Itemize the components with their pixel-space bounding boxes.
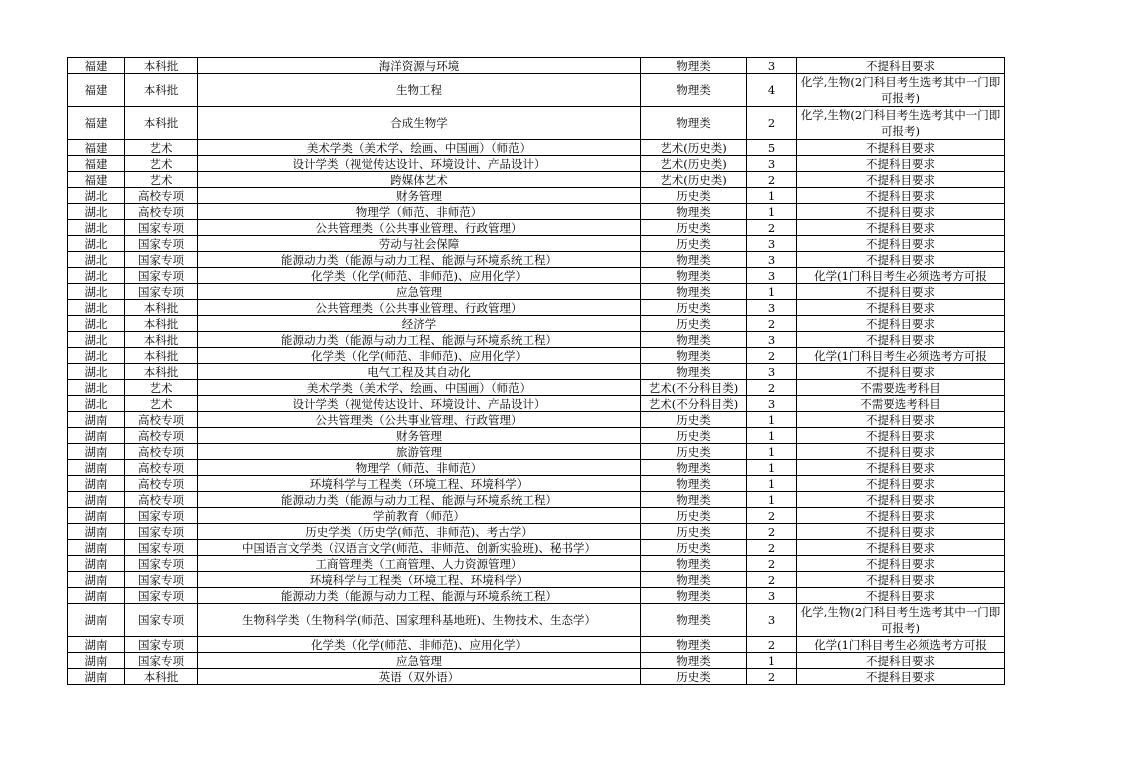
subject-category-cell: 物理类 — [641, 364, 747, 380]
table-row — [68, 524, 1005, 540]
subject-category-cell: 物理类 — [641, 107, 747, 140]
batch-cell: 国家专项 — [125, 284, 198, 300]
province-cell: 湖南 — [68, 588, 125, 604]
province-cell: 湖北 — [68, 204, 125, 220]
batch-cell: 国家专项 — [125, 588, 198, 604]
table-row — [68, 204, 1005, 220]
province-cell: 湖北 — [68, 300, 125, 316]
batch-cell: 本科批 — [125, 332, 198, 348]
quota-cell: 3 — [747, 332, 797, 348]
quota-cell: 2 — [747, 348, 797, 364]
quota-cell: 2 — [747, 637, 797, 653]
province-cell: 湖南 — [68, 556, 125, 572]
major-cell: 公共管理类（公共事业管理、行政管理） — [198, 300, 641, 316]
table-row — [68, 188, 1005, 204]
batch-cell: 高校专项 — [125, 412, 198, 428]
table-row — [68, 508, 1005, 524]
table-row — [68, 172, 1005, 188]
subject-category-cell: 艺术(历史类) — [641, 140, 747, 156]
province-cell: 湖北 — [68, 396, 125, 412]
province-cell: 福建 — [68, 58, 125, 74]
table-row — [68, 653, 1005, 669]
table-row — [68, 412, 1005, 428]
batch-cell: 本科批 — [125, 300, 198, 316]
province-cell: 湖南 — [68, 524, 125, 540]
table-row — [68, 348, 1005, 364]
major-cell: 劳动与社会保障 — [198, 236, 641, 252]
major-cell: 能源动力类（能源与动力工程、能源与环境系统工程） — [198, 332, 641, 348]
table-row — [68, 74, 1005, 107]
province-cell: 福建 — [68, 140, 125, 156]
subject-category-cell: 物理类 — [641, 284, 747, 300]
major-cell: 应急管理 — [198, 284, 641, 300]
table-row — [68, 669, 1005, 685]
subject-requirement-cell: 不提科目要求 — [797, 476, 1005, 492]
subject-requirement-cell: 不提科目要求 — [797, 236, 1005, 252]
province-cell: 湖南 — [68, 428, 125, 444]
subject-category-cell: 物理类 — [641, 252, 747, 268]
subject-category-cell: 物理类 — [641, 653, 747, 669]
batch-cell: 高校专项 — [125, 444, 198, 460]
batch-cell: 本科批 — [125, 364, 198, 380]
province-cell: 湖北 — [68, 220, 125, 236]
quota-cell: 2 — [747, 107, 797, 140]
subject-requirement-cell: 化学,生物(2门科目考生选考其中一门即可报考) — [797, 107, 1005, 140]
subject-requirement-cell: 不提科目要求 — [797, 444, 1005, 460]
quota-cell: 3 — [747, 156, 797, 172]
quota-cell: 3 — [747, 252, 797, 268]
major-cell: 公共管理类（公共事业管理、行政管理） — [198, 220, 641, 236]
subject-category-cell: 历史类 — [641, 412, 747, 428]
major-cell: 学前教育（师范） — [198, 508, 641, 524]
subject-category-cell: 物理类 — [641, 476, 747, 492]
major-cell: 中国语言文学类（汉语言文学(师范、非师范、创新实验班)、秘书学） — [198, 540, 641, 556]
subject-category-cell: 物理类 — [641, 572, 747, 588]
quota-cell: 4 — [747, 74, 797, 107]
batch-cell: 国家专项 — [125, 556, 198, 572]
table-row — [68, 460, 1005, 476]
major-cell: 英语（双外语） — [198, 669, 641, 685]
table-row — [68, 316, 1005, 332]
province-cell: 湖北 — [68, 252, 125, 268]
subject-category-cell: 历史类 — [641, 444, 747, 460]
batch-cell: 国家专项 — [125, 220, 198, 236]
table-row — [68, 332, 1005, 348]
quota-cell: 3 — [747, 588, 797, 604]
batch-cell: 国家专项 — [125, 540, 198, 556]
subject-requirement-cell: 化学(1门科目考生必须选考方可报 — [797, 268, 1005, 284]
subject-requirement-cell: 不提科目要求 — [797, 140, 1005, 156]
table-body — [68, 58, 1005, 685]
batch-cell: 本科批 — [125, 316, 198, 332]
quota-cell: 2 — [747, 380, 797, 396]
subject-category-cell: 艺术(历史类) — [641, 156, 747, 172]
major-cell: 环境科学与工程类（环境工程、环境科学） — [198, 572, 641, 588]
subject-requirement-cell: 不提科目要求 — [797, 332, 1005, 348]
province-cell: 湖南 — [68, 508, 125, 524]
major-cell: 化学类（化学(师范、非师范)、应用化学） — [198, 348, 641, 364]
subject-category-cell: 历史类 — [641, 508, 747, 524]
major-cell: 电气工程及其自动化 — [198, 364, 641, 380]
quota-cell: 3 — [747, 396, 797, 412]
quota-cell: 2 — [747, 540, 797, 556]
quota-cell: 2 — [747, 220, 797, 236]
major-cell: 化学类（化学(师范、非师范)、应用化学） — [198, 637, 641, 653]
batch-cell: 高校专项 — [125, 188, 198, 204]
province-cell: 湖北 — [68, 236, 125, 252]
table-row — [68, 492, 1005, 508]
quota-cell: 2 — [747, 556, 797, 572]
province-cell: 湖北 — [68, 268, 125, 284]
subject-requirement-cell: 化学,生物(2门科目考生选考其中一门即可报考) — [797, 604, 1005, 637]
subject-category-cell: 历史类 — [641, 220, 747, 236]
major-cell: 海洋资源与环境 — [198, 58, 641, 74]
table-row — [68, 220, 1005, 236]
province-cell: 湖南 — [68, 460, 125, 476]
major-cell: 旅游管理 — [198, 444, 641, 460]
subject-category-cell: 物理类 — [641, 492, 747, 508]
province-cell: 湖北 — [68, 284, 125, 300]
subject-category-cell: 历史类 — [641, 524, 747, 540]
major-cell: 设计学类（视觉传达设计、环境设计、产品设计） — [198, 156, 641, 172]
quota-cell: 2 — [747, 172, 797, 188]
subject-category-cell: 物理类 — [641, 348, 747, 364]
batch-cell: 本科批 — [125, 107, 198, 140]
table-row — [68, 604, 1005, 637]
subject-category-cell: 物理类 — [641, 74, 747, 107]
subject-category-cell: 物理类 — [641, 332, 747, 348]
quota-cell: 1 — [747, 492, 797, 508]
subject-requirement-cell: 不提科目要求 — [797, 588, 1005, 604]
quota-cell: 2 — [747, 524, 797, 540]
batch-cell: 国家专项 — [125, 637, 198, 653]
major-cell: 合成生物学 — [198, 107, 641, 140]
table-row — [68, 284, 1005, 300]
batch-cell: 本科批 — [125, 669, 198, 685]
quota-cell: 1 — [747, 460, 797, 476]
major-cell: 工商管理类（工商管理、人力资源管理） — [198, 556, 641, 572]
subject-requirement-cell: 不提科目要求 — [797, 172, 1005, 188]
batch-cell: 艺术 — [125, 172, 198, 188]
quota-cell: 1 — [747, 653, 797, 669]
quota-cell: 3 — [747, 58, 797, 74]
table-row — [68, 236, 1005, 252]
province-cell: 湖南 — [68, 637, 125, 653]
batch-cell: 艺术 — [125, 156, 198, 172]
quota-cell: 3 — [747, 268, 797, 284]
subject-requirement-cell: 不提科目要求 — [797, 556, 1005, 572]
table-row — [68, 637, 1005, 653]
batch-cell: 国家专项 — [125, 508, 198, 524]
quota-cell: 2 — [747, 669, 797, 685]
table-row — [68, 156, 1005, 172]
table-row — [68, 396, 1005, 412]
quota-cell: 1 — [747, 476, 797, 492]
subject-category-cell: 物理类 — [641, 268, 747, 284]
batch-cell: 高校专项 — [125, 204, 198, 220]
quota-cell: 1 — [747, 444, 797, 460]
subject-requirement-cell: 不提科目要求 — [797, 428, 1005, 444]
table-row — [68, 588, 1005, 604]
province-cell: 湖南 — [68, 669, 125, 685]
province-cell: 福建 — [68, 74, 125, 107]
batch-cell: 国家专项 — [125, 268, 198, 284]
batch-cell: 本科批 — [125, 74, 198, 107]
quota-cell: 2 — [747, 508, 797, 524]
subject-requirement-cell: 不提科目要求 — [797, 188, 1005, 204]
major-cell: 能源动力类（能源与动力工程、能源与环境系统工程） — [198, 252, 641, 268]
major-cell: 美术学类（美术学、绘画、中国画）（师范） — [198, 380, 641, 396]
batch-cell: 高校专项 — [125, 492, 198, 508]
subject-requirement-cell: 不提科目要求 — [797, 58, 1005, 74]
subject-category-cell: 物理类 — [641, 556, 747, 572]
major-cell: 历史学类（历史学(师范、非师范)、考古学） — [198, 524, 641, 540]
subject-category-cell: 历史类 — [641, 428, 747, 444]
major-cell: 设计学类（视觉传达设计、环境设计、产品设计） — [198, 396, 641, 412]
province-cell: 湖南 — [68, 476, 125, 492]
table-row — [68, 300, 1005, 316]
subject-requirement-cell: 不提科目要求 — [797, 508, 1005, 524]
subject-requirement-cell: 不提科目要求 — [797, 524, 1005, 540]
table-row — [68, 268, 1005, 284]
quota-cell: 3 — [747, 236, 797, 252]
batch-cell: 艺术 — [125, 396, 198, 412]
table-row — [68, 107, 1005, 140]
batch-cell: 本科批 — [125, 58, 198, 74]
major-cell: 美术学类（美术学、绘画、中国画）（师范） — [198, 140, 641, 156]
batch-cell: 国家专项 — [125, 524, 198, 540]
province-cell: 湖南 — [68, 412, 125, 428]
subject-category-cell: 历史类 — [641, 316, 747, 332]
province-cell: 湖北 — [68, 332, 125, 348]
batch-cell: 艺术 — [125, 140, 198, 156]
major-cell: 物理学（师范、非师范） — [198, 204, 641, 220]
quota-cell: 1 — [747, 412, 797, 428]
table-row — [68, 428, 1005, 444]
province-cell: 福建 — [68, 172, 125, 188]
subject-category-cell: 艺术(不分科目类) — [641, 396, 747, 412]
subject-requirement-cell: 不提科目要求 — [797, 364, 1005, 380]
batch-cell: 国家专项 — [125, 572, 198, 588]
subject-requirement-cell: 不提科目要求 — [797, 460, 1005, 476]
major-cell: 能源动力类（能源与动力工程、能源与环境系统工程） — [198, 492, 641, 508]
major-cell: 财务管理 — [198, 428, 641, 444]
table-row — [68, 380, 1005, 396]
subject-requirement-cell: 不提科目要求 — [797, 252, 1005, 268]
quota-cell: 1 — [747, 428, 797, 444]
province-cell: 湖南 — [68, 572, 125, 588]
major-cell: 公共管理类（公共事业管理、行政管理） — [198, 412, 641, 428]
province-cell: 湖南 — [68, 540, 125, 556]
subject-category-cell: 历史类 — [641, 236, 747, 252]
batch-cell: 国家专项 — [125, 252, 198, 268]
subject-category-cell: 物理类 — [641, 58, 747, 74]
subject-requirement-cell: 化学,生物(2门科目考生选考其中一门即可报考) — [797, 74, 1005, 107]
subject-requirement-cell: 不提科目要求 — [797, 669, 1005, 685]
subject-requirement-cell: 不提科目要求 — [797, 284, 1005, 300]
table-row — [68, 444, 1005, 460]
subject-requirement-cell: 不提科目要求 — [797, 653, 1005, 669]
major-cell: 跨媒体艺术 — [198, 172, 641, 188]
quota-cell: 1 — [747, 284, 797, 300]
quota-cell: 3 — [747, 364, 797, 380]
major-cell: 环境科学与工程类（环境工程、环境科学） — [198, 476, 641, 492]
province-cell: 湖北 — [68, 188, 125, 204]
subject-requirement-cell: 不提科目要求 — [797, 316, 1005, 332]
subject-requirement-cell: 不提科目要求 — [797, 156, 1005, 172]
province-cell: 湖北 — [68, 316, 125, 332]
quota-cell: 3 — [747, 300, 797, 316]
table-row — [68, 476, 1005, 492]
major-cell: 能源动力类（能源与动力工程、能源与环境系统工程） — [198, 588, 641, 604]
quota-cell: 1 — [747, 188, 797, 204]
province-cell: 湖北 — [68, 348, 125, 364]
province-cell: 福建 — [68, 107, 125, 140]
subject-requirement-cell: 不提科目要求 — [797, 204, 1005, 220]
subject-category-cell: 历史类 — [641, 188, 747, 204]
major-cell: 财务管理 — [198, 188, 641, 204]
subject-requirement-cell: 不需要选考科目 — [797, 396, 1005, 412]
province-cell: 湖南 — [68, 492, 125, 508]
table-row — [68, 58, 1005, 74]
batch-cell: 国家专项 — [125, 604, 198, 637]
province-cell: 福建 — [68, 156, 125, 172]
subject-requirement-cell: 不提科目要求 — [797, 412, 1005, 428]
province-cell: 湖南 — [68, 653, 125, 669]
subject-requirement-cell: 不提科目要求 — [797, 300, 1005, 316]
batch-cell: 国家专项 — [125, 236, 198, 252]
province-cell: 湖南 — [68, 604, 125, 637]
subject-requirement-cell: 化学(1门科目考生必须选考方可报 — [797, 348, 1005, 364]
batch-cell: 国家专项 — [125, 653, 198, 669]
major-cell: 生物科学类（生物科学(师范、国家理科基地班)、生物技术、生态学） — [198, 604, 641, 637]
batch-cell: 高校专项 — [125, 428, 198, 444]
subject-category-cell: 艺术(历史类) — [641, 172, 747, 188]
subject-requirement-cell: 不提科目要求 — [797, 572, 1005, 588]
subject-category-cell: 物理类 — [641, 588, 747, 604]
major-cell: 物理学（师范、非师范） — [198, 460, 641, 476]
admission-plan-table — [67, 57, 1005, 685]
subject-category-cell: 历史类 — [641, 669, 747, 685]
quota-cell: 2 — [747, 316, 797, 332]
quota-cell: 1 — [747, 204, 797, 220]
table-row — [68, 540, 1005, 556]
subject-requirement-cell: 不提科目要求 — [797, 492, 1005, 508]
subject-requirement-cell: 化学(1门科目考生必须选考方可报 — [797, 637, 1005, 653]
table-row — [68, 252, 1005, 268]
subject-category-cell: 艺术(不分科目类) — [641, 380, 747, 396]
batch-cell: 高校专项 — [125, 476, 198, 492]
table-row — [68, 556, 1005, 572]
table-row — [68, 572, 1005, 588]
batch-cell: 艺术 — [125, 380, 198, 396]
subject-category-cell: 物理类 — [641, 204, 747, 220]
batch-cell: 本科批 — [125, 348, 198, 364]
subject-requirement-cell: 不需要选考科目 — [797, 380, 1005, 396]
quota-cell: 3 — [747, 604, 797, 637]
table-row — [68, 364, 1005, 380]
major-cell: 应急管理 — [198, 653, 641, 669]
subject-category-cell: 物理类 — [641, 604, 747, 637]
quota-cell: 5 — [747, 140, 797, 156]
major-cell: 生物工程 — [198, 74, 641, 107]
subject-category-cell: 物理类 — [641, 637, 747, 653]
province-cell: 湖北 — [68, 380, 125, 396]
major-cell: 经济学 — [198, 316, 641, 332]
subject-requirement-cell: 不提科目要求 — [797, 540, 1005, 556]
subject-category-cell: 历史类 — [641, 540, 747, 556]
major-cell: 化学类（化学(师范、非师范)、应用化学） — [198, 268, 641, 284]
subject-category-cell: 历史类 — [641, 300, 747, 316]
table-row — [68, 140, 1005, 156]
subject-category-cell: 物理类 — [641, 460, 747, 476]
quota-cell: 2 — [747, 572, 797, 588]
province-cell: 湖北 — [68, 364, 125, 380]
province-cell: 湖南 — [68, 444, 125, 460]
batch-cell: 高校专项 — [125, 460, 198, 476]
subject-requirement-cell: 不提科目要求 — [797, 220, 1005, 236]
